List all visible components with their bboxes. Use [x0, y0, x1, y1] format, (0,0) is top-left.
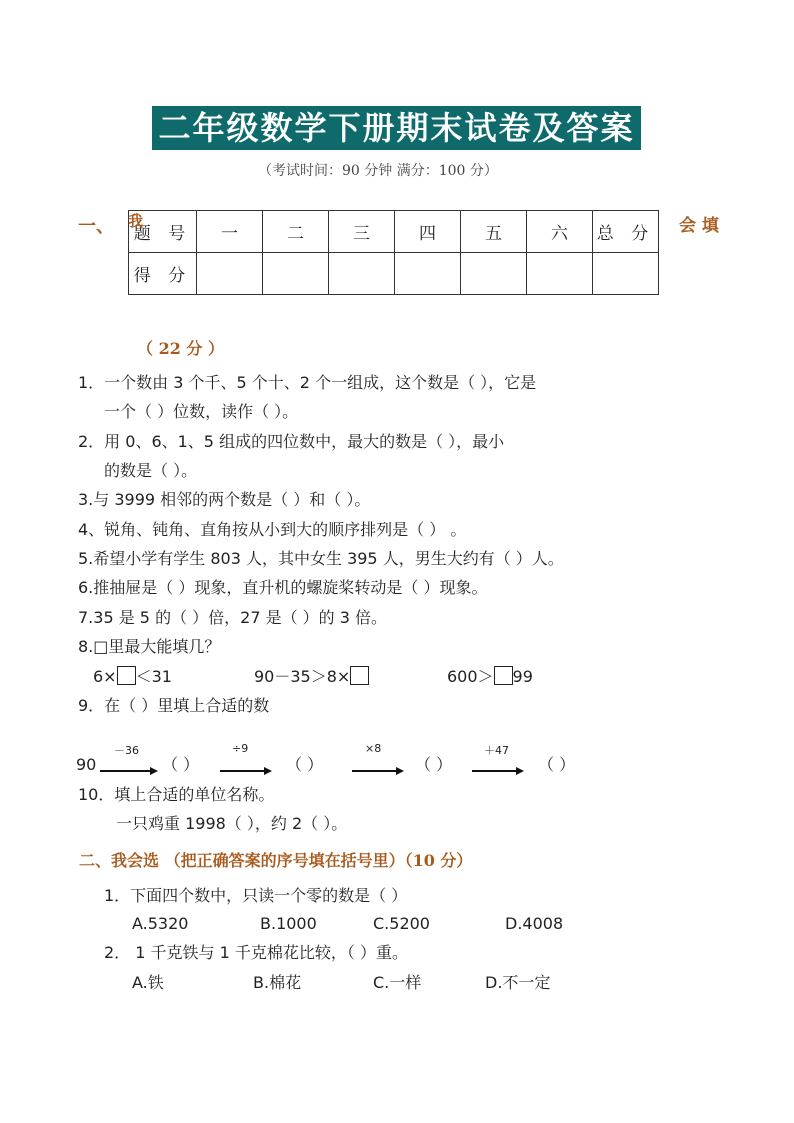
arrow-1-line	[100, 770, 152, 772]
question-8-item-b-text: 90－35＞8×	[254, 667, 351, 686]
question-10-line: 一只鸡重 1998（ ），约 2（ ）。	[116, 814, 348, 833]
question-8-item-b	[254, 666, 369, 687]
score-table-header-cell: 四	[395, 211, 461, 253]
score-table	[128, 210, 659, 295]
choice-question-1: 1．下面四个数中，只读一个零的数是（ ）	[104, 886, 408, 905]
section-2-heading: 二、我会选 （把正确答案的序号填在括号里）（10 分）	[79, 851, 473, 870]
chain-op-1: －36	[114, 744, 139, 757]
score-cell[interactable]	[395, 253, 461, 295]
score-table-header-cell: 题 号	[129, 211, 197, 253]
question-6: 6.推抽屉是（ ）现象，直升机的螺旋桨转动是（ ）现象。	[78, 578, 488, 597]
answer-box[interactable]	[494, 666, 513, 685]
question-8: 8.□里最大能填几？	[78, 637, 221, 656]
arrow-4-line	[472, 770, 518, 772]
option-c[interactable]: C.一样	[373, 973, 422, 992]
score-cell[interactable]	[461, 253, 527, 295]
chain-op-4: ＋47	[484, 744, 509, 757]
question-8-item-a-tail: ＜31	[135, 667, 172, 686]
question-2-line-1: 2．用 0、6、1、5 组成的四位数中，最大的数是（ ），最小	[78, 432, 505, 451]
option-a[interactable]: A.5320	[132, 914, 189, 933]
score-table-header-cell: 二	[263, 211, 329, 253]
question-8-item-a	[93, 666, 172, 687]
score-table-score-row	[129, 253, 659, 295]
chain-blank-3[interactable]: （ ）	[415, 755, 453, 774]
chain-start-value: 90	[76, 755, 97, 774]
arrow-1-head	[150, 767, 158, 775]
question-2-line-2: 的数是（ ）。	[104, 461, 198, 480]
option-c[interactable]: C.5200	[373, 914, 430, 933]
score-cell[interactable]	[593, 253, 659, 295]
score-cell[interactable]	[263, 253, 329, 295]
question-10: 10．填上合适的单位名称。	[78, 785, 275, 804]
score-table-header-cell: 五	[461, 211, 527, 253]
score-cell[interactable]	[527, 253, 593, 295]
section-1-heading-start: 我	[128, 212, 144, 230]
answer-box[interactable]	[117, 666, 136, 685]
choice-question-2: 2． 1 千克铁与 1 千克棉花比较，（ ）重。	[104, 943, 408, 962]
chain-op-3: ×8	[365, 742, 382, 755]
question-8-item-a-text: 6×	[93, 667, 117, 686]
arrow-3-line	[352, 770, 398, 772]
option-d[interactable]: D.不一定	[485, 973, 551, 992]
question-3: 3.与 3999 相邻的两个数是（ ）和（ ）。	[78, 490, 371, 509]
question-7: 7.35 是 5 的（ ）倍，27 是（ ）的 3 倍。	[78, 608, 388, 627]
chain-blank-2[interactable]: （ ）	[286, 755, 324, 774]
question-8-item-c-text: 600＞	[447, 667, 494, 686]
option-b[interactable]: B.1000	[260, 914, 317, 933]
question-9: 9．在（ ）里填上合适的数	[78, 696, 270, 715]
question-1-line-2: 一个（ ）位数，读作（ ）。	[104, 402, 299, 421]
option-d[interactable]: D.4008	[505, 914, 564, 933]
arrow-4-head	[516, 767, 524, 775]
question-1-line-1: 1．一个数由 3 个千、5 个十、2 个一组成，这个数是（ ），它是	[78, 373, 537, 392]
section-1-number: 一、	[78, 216, 114, 237]
question-5: 5.希望小学有学生 803 人，其中女生 395 人，男生大约有（ ）人。	[78, 549, 564, 568]
option-b[interactable]: B.棉花	[253, 973, 302, 992]
question-8-item-c-tail: 99	[512, 667, 533, 686]
score-table-header-row	[129, 211, 659, 253]
score-cell[interactable]	[197, 253, 263, 295]
score-table-header-cell: 一	[197, 211, 263, 253]
option-a[interactable]: A.铁	[132, 973, 164, 992]
question-4: 4、锐角、钝角、直角按从小到大的顺序排列是（ ） 。	[78, 520, 467, 539]
arrow-3-head	[396, 767, 404, 775]
section-1-heading-end: 会 填	[679, 216, 719, 236]
arrow-2-head	[264, 767, 272, 775]
score-table-header-cell: 总 分	[593, 211, 659, 253]
score-cell[interactable]	[329, 253, 395, 295]
question-8-item-c	[447, 666, 533, 687]
section-1-points: （ 22 分 ）	[137, 339, 224, 358]
page-title: 二年级数学下册期末试卷及答案	[152, 106, 641, 150]
answer-box[interactable]	[350, 666, 369, 685]
exam-info: （考试时间：90 分钟 满分：100 分）	[258, 163, 498, 179]
chain-blank-4[interactable]: （ ）	[538, 755, 576, 774]
score-table-row-label: 得 分	[129, 253, 197, 295]
chain-op-2: ÷9	[232, 742, 249, 755]
chain-blank-1[interactable]: （ ）	[162, 755, 200, 774]
arrow-2-line	[220, 770, 266, 772]
score-table-header-cell: 六	[527, 211, 593, 253]
score-table-header-cell: 三	[329, 211, 395, 253]
